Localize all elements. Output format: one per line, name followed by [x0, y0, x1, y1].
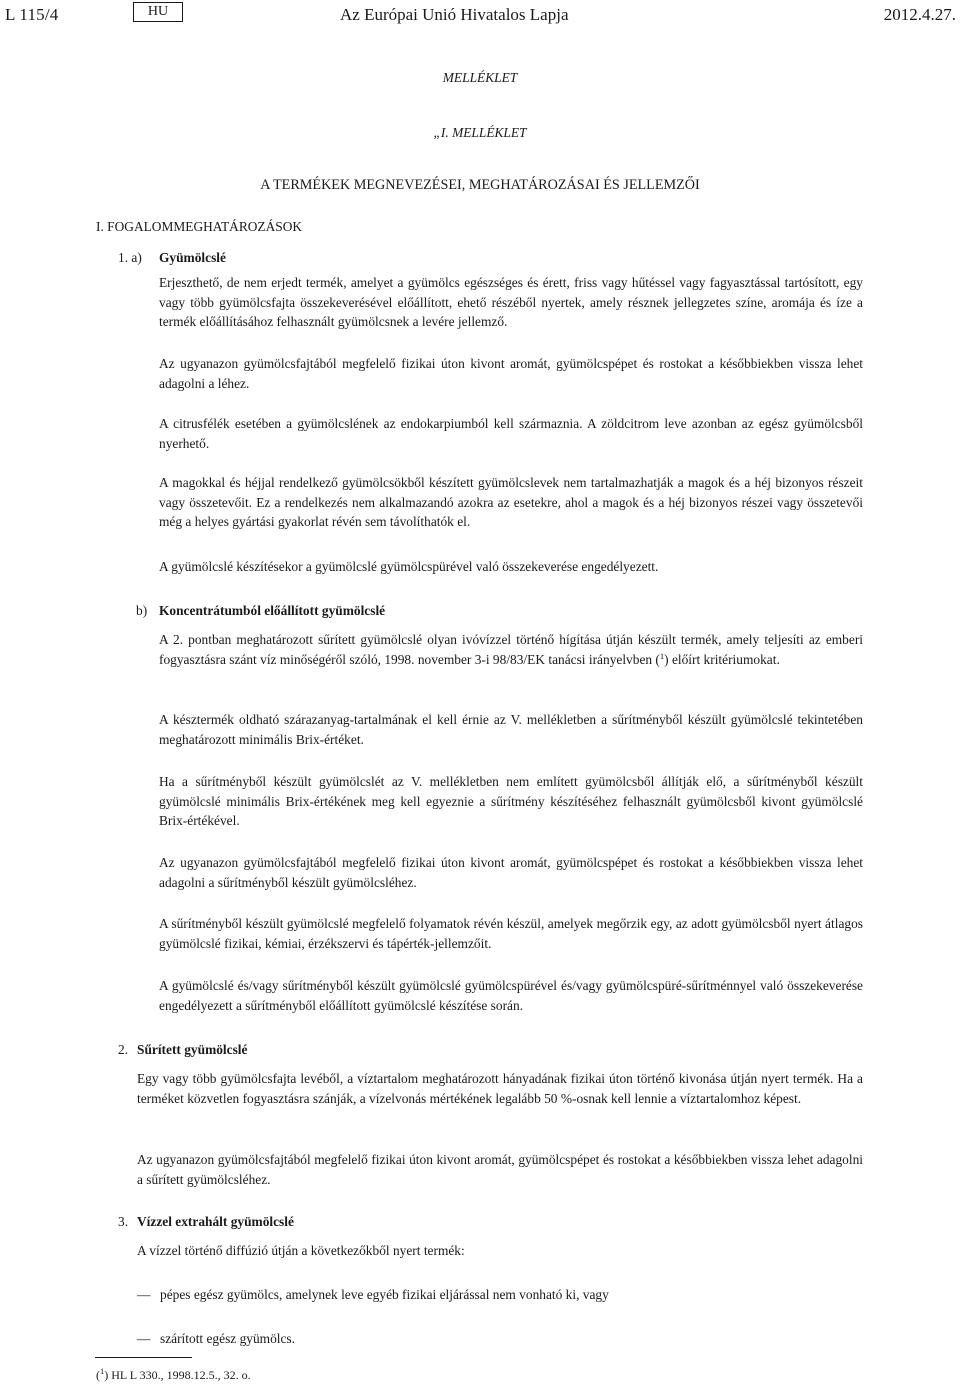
item-title: Koncentrátumból előállított gyümölcslé [159, 603, 386, 618]
item-number: 3. [118, 1214, 129, 1229]
paragraph: Az ugyanazon gyümölcsfajtából megfelelő fizikai úton kivont aromát, gyümölcspépet és rostokat a későbbiekben vissza lehet adagolni a sűrített gyümölcsléhez. [137, 1152, 863, 1187]
page-header [0, 2, 960, 26]
footnote-reference: 1 [659, 650, 665, 661]
item-number: b) [136, 603, 148, 618]
paragraph-with-footnote: A 2. pontban meghatározott sűrített gyümölcslé olyan ivóvízzel történő hígítása útján készült termék, amely teljesíti az emberi fogyasztásra szánt víz minőségéről szóló, 1998. november 3-i 98/83/EK tanácsi irányelvben ($^1$) előírt kritériumokat. [159, 632, 863, 667]
annex-subtitle: „I. MELLÉKLET [433, 125, 527, 140]
dash-marker: — [137, 1287, 151, 1302]
item-title: Sűrített gyümölcslé [137, 1042, 248, 1057]
footnote-text: HL L 330., 1998.12.5., 32. o. [111, 1368, 251, 1382]
item-title: Gyümölcslé [159, 250, 226, 265]
paragraph: Az ugyanazon gyümölcsfajtából megfelelő fizikai úton kivont aromát, gyümölcspépet és rostokat a későbbiekben vissza lehet adagolni a léhez. [159, 356, 863, 391]
journal-title: Az Európai Unió Hivatalos Lapja [340, 5, 569, 24]
paragraph: A citrusfélék esetében a gyümölcslének az endokarpiumból kell származnia. A zöldcitrom leve azonban az egész gyümölcsből nyerhető. [159, 416, 863, 451]
main-heading: A TERMÉKEK MEGNEVEZÉSEI, MEGHATÁROZÁSAI ÉS JELLEMZŐI [260, 177, 700, 193]
footnote-rule [95, 1357, 192, 1358]
paragraph: Az ugyanazon gyümölcsfajtából megfelelő fizikai úton kivont aromát, gyümölcspépet és rostokat a későbbiekben vissza lehet adagolni a sűrítményből készült gyümölcsléhez. [159, 855, 863, 890]
paragraph: Erjeszthető, de nem erjedt termék, amelyet a gyümölcs egészséges és érett, friss vagy hűtéssel vagy fagyasztással tartósított, egy vagy több gyümölcsfajta összekeverésével előállított, ehető részéből nyertek, amely résznek jellegzetes színe, aromája és íze a termék előállításához felhasznált gyümölcsnek a levére jellemző. [159, 275, 863, 329]
paragraph: A sűrítményből készült gyümölcslé megfelelő folyamatok révén készül, amelyek megőrzik egy, az adott gyümölcsből nyert átlagos gyümölcslé fizikai, kémiai, érzékszervi és tápérték-jellemzőit. [159, 916, 863, 951]
item-title: Vízzel extrahált gyümölcslé [137, 1214, 294, 1229]
list-item [0, 1329, 960, 1349]
section-heading: I. FOGALOMMEGHATÁROZÁSOK [96, 219, 303, 234]
paragraph: A magokkal és héjjal rendelkező gyümölcsökből készített gyümölcslevek nem tartalmazhatják a magok és a héj bizonyos részeit vagy összetevőit. Ez a rendelkezés nem alkalmazandó azokra az esetekre, ahol a magok és a héj bizonyos részei vagy összetevői még a helyes gyártási gyakorlat révén sem távolíthatók el. [159, 475, 863, 529]
paragraph: A vízzel történő diffúzió útján a következőkből nyert termék: [137, 1243, 465, 1258]
paragraph: A gyümölcslé készítésekor a gyümölcslé gyümölcspürével való összekeverése engedélyezett. [159, 559, 659, 574]
dash-marker: — [137, 1331, 151, 1346]
page-reference: L 115/4 [5, 5, 59, 24]
item-number: 1. a) [118, 250, 142, 265]
language-badge: HU [133, 2, 183, 22]
item-number: 2. [118, 1042, 129, 1057]
annex-title: MELLÉKLET [442, 70, 518, 85]
paragraph: Egy vagy több gyümölcsfajta levéből, a víztartalom meghatározott hányadának fizikai úton történő kivonása útján nyert termék. Ha a terméket közvetlen fogyasztásra szánják, a vízelvonás mértékének legalább 50 %-osnak kell lennie a víztartalomhoz képest. [137, 1071, 863, 1106]
list-item-text: pépes egész gyümölcs, amelynek leve egyéb fizikai eljárással nem vonható ki, vagy [160, 1287, 609, 1302]
publication-date: 2012.4.27. [883, 5, 956, 24]
footnote-mark: 1 [100, 1366, 105, 1376]
list-item [0, 1285, 960, 1305]
paragraph: Ha a sűrítményből készült gyümölcslét az V. mellékletben nem említett gyümölcsből állítják elő, a sűrítményből készült gyümölcslé minimális Brix-értékének meg kell egyeznie a sűrítmény készítéséhez felhasznált gyümölcsből kivont gyümölcslé Brix-értékével. [159, 774, 863, 828]
footnote: ($^1$) HL L 330., 1998.12.5., 32. o. [96, 1366, 251, 1382]
paragraph: A gyümölcslé és/vagy sűrítményből készült gyümölcslé gyümölcspürével és/vagy gyümölcspüré-sűrítménnyel való összekeverése engedélyezett a sűrítményből előállított gyümölcslé készítése során. [159, 978, 863, 1013]
paragraph: A késztermék oldható szárazanyag-tartalmának el kell érnie az V. mellékletben a sűrítményből készült gyümölcslé tekintetében meghatározott minimális Brix-értéket. [159, 712, 863, 747]
list-item-text: szárított egész gyümölcs. [160, 1331, 295, 1346]
